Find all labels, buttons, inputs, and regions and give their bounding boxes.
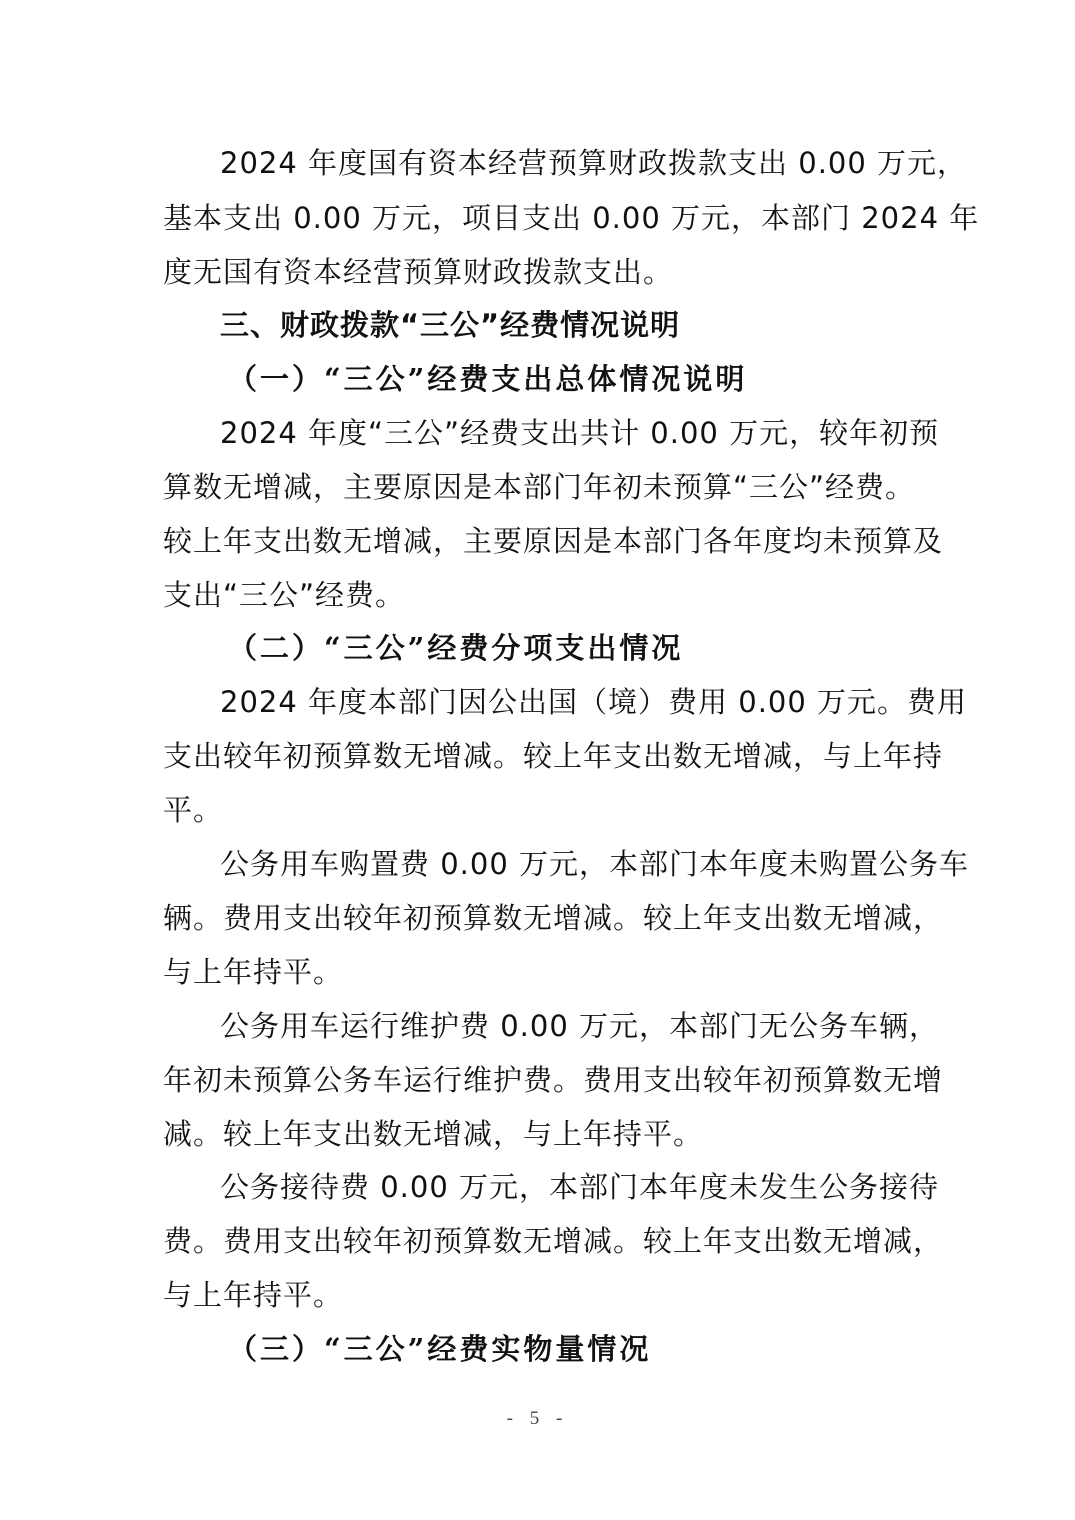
paragraph-line: 算数无增减，主要原因是本部门年初未预算“三公”经费。 — [163, 470, 916, 504]
paragraph-line: 2024 年度本部门因公出国（境）费用 0.00 万元。费用 — [220, 685, 968, 719]
paragraph-line: 平。 — [163, 793, 224, 827]
paragraph-line: 基本支出 0.00 万元，项目支出 0.00 万元，本部门 2024 年 — [163, 201, 980, 235]
paragraph-line: 与上年持平。 — [163, 1278, 344, 1312]
paragraph-line: 支出“三公”经费。 — [163, 578, 406, 612]
paragraph-line: 辆。费用支出较年初预算数无增减。较上年支出数无增减， — [163, 901, 944, 935]
section-heading: 三、财政拨款“三公”经费情况说明 — [220, 308, 681, 342]
page-number: - 5 - — [506, 1408, 569, 1429]
paragraph-line: 公务用车运行维护费 0.00 万元，本部门无公务车辆， — [220, 1009, 940, 1043]
subsection-heading: （三）“三公”经费实物量情况 — [228, 1332, 652, 1366]
paragraph-line: 较上年支出数无增减，主要原因是本部门各年度均未预算及 — [163, 524, 944, 558]
paragraph-line: 与上年持平。 — [163, 955, 344, 989]
paragraph-line: 费。费用支出较年初预算数无增减。较上年支出数无增减， — [163, 1224, 944, 1258]
paragraph-line: 年初未预算公务车运行维护费。费用支出较年初预算数无增 — [163, 1063, 944, 1097]
paragraph-line: 减。较上年支出数无增减，与上年持平。 — [163, 1117, 704, 1151]
paragraph-line: 2024 年度“三公”经费支出共计 0.00 万元，较年初预 — [220, 416, 940, 450]
paragraph-line: 支出较年初预算数无增减。较上年支出数无增减，与上年持 — [163, 739, 944, 773]
paragraph-line: 2024 年度国有资本经营预算财政拨款支出 0.00 万元， — [220, 146, 968, 180]
paragraph-line: 度无国有资本经营预算财政拨款支出。 — [163, 255, 674, 289]
subsection-heading: （一）“三公”经费支出总体情况说明 — [228, 362, 748, 396]
paragraph-line: 公务用车购置费 0.00 万元，本部门本年度未购置公务车 — [220, 847, 970, 881]
subsection-heading: （二）“三公”经费分项支出情况 — [228, 631, 684, 665]
paragraph-line: 公务接待费 0.00 万元，本部门本年度未发生公务接待 — [220, 1170, 940, 1204]
